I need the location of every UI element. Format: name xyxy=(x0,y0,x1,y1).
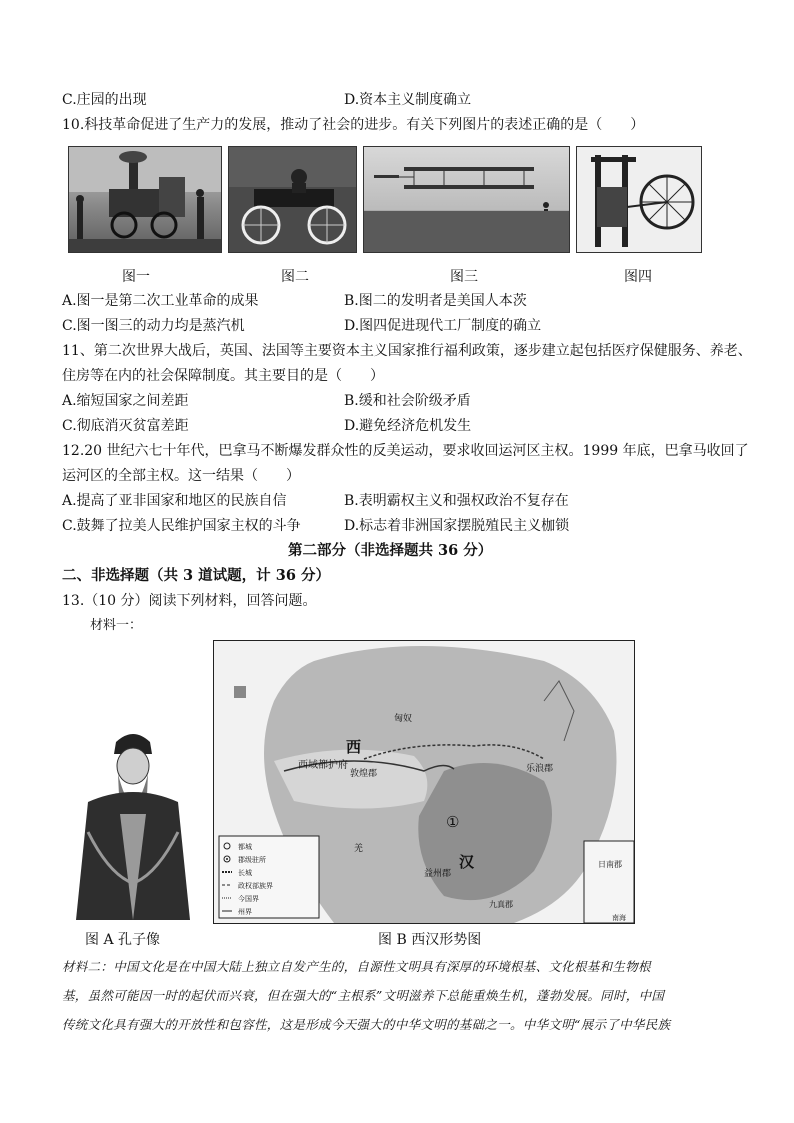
figure-4-textile-machine xyxy=(576,146,702,253)
figure-a-confucius-portrait xyxy=(68,722,198,922)
q11-option-a: A.缩短国家之间差距 xyxy=(62,393,189,409)
q11-option-c: C.彻底消灭贫富差距 xyxy=(62,418,189,434)
q9-option-d: D.资本主义制度确立 xyxy=(344,92,472,108)
figure-b-caption: 图 B 西汉形势图 xyxy=(378,932,482,948)
figure-3-wright-airplane xyxy=(363,146,570,253)
q11-option-d: D.避免经济危机发生 xyxy=(344,418,472,434)
map-label-xiongnu: 匈奴 xyxy=(394,714,413,724)
map-legend xyxy=(238,841,273,919)
map-label-qiang: 羌 xyxy=(354,844,364,854)
figure-b-western-han-map xyxy=(213,640,635,924)
legend-item: 郡级驻所 xyxy=(238,856,266,864)
map-label-xiyu: 西域都护府 xyxy=(298,760,348,771)
q9-option-c: C.庄园的出现 xyxy=(62,92,147,108)
map-label-rinan: 日南郡 xyxy=(598,860,622,869)
map-label-nanhai: 南海 xyxy=(612,914,626,922)
q10-option-b: B.图二的发明者是美国人本茨 xyxy=(344,293,527,309)
figure-1-steam-locomotive xyxy=(68,146,222,253)
map-label-yizhou: 益州郡 xyxy=(424,869,452,879)
q12-option-a: A.提高了亚非国家和地区的民族自信 xyxy=(62,493,287,509)
figure-2-caption: 图二 xyxy=(281,269,309,285)
legend-item: 今国界 xyxy=(238,895,259,903)
q11-stem-line1: 11、第二次世界大战后，英国、法国等主要资本主义国家推行福利政策，逐步建立起包括医疗保健服务、养老、 xyxy=(62,343,752,359)
figure-4-caption: 图四 xyxy=(624,269,652,285)
material1-label: 材料一： xyxy=(90,618,143,633)
figure-a-caption: 图 A 孔子像 xyxy=(85,932,161,948)
q11-option-b: B.缓和社会阶级矛盾 xyxy=(344,393,471,409)
legend-item: 州界 xyxy=(238,908,252,916)
legend-item: 政权部族界 xyxy=(238,882,273,890)
map-label-lelang: 乐浪郡 xyxy=(526,764,554,774)
legend-item: 长城 xyxy=(238,869,252,877)
material2-text xyxy=(62,952,722,1039)
q10-stem: 10.科技革命促进了生产力的发展，推动了社会的进步。有关下列图片的表述正确的是（ ） xyxy=(62,117,645,133)
q10-option-a: A.图一是第二次工业革命的成果 xyxy=(62,293,259,309)
legend-item: 都城 xyxy=(238,843,252,851)
q10-option-c: C.图一图三的动力均是蒸汽机 xyxy=(62,318,245,334)
q12-option-c: C.鼓舞了拉美人民维护国家主权的斗争 xyxy=(62,518,301,534)
map-label-jiuzhen: 九真郡 xyxy=(489,900,513,909)
q13-stem: 13.（10 分）阅读下列材料，回答问题。 xyxy=(62,593,317,609)
q12-stem-line2: 运河区的全部主权。这一结果（ ） xyxy=(62,468,300,484)
q12-stem-line1: 12.20 世纪六七十年代，巴拿马不断爆发群众性的反美运动，要求收回运河区主权。1999 年底，巴拿马收回了 xyxy=(62,443,749,459)
map-label-han: 汉 xyxy=(459,853,475,871)
section2-title: 二、非选择题（共 3 道试题，计 36 分） xyxy=(62,567,330,584)
q12-option-b: B.表明霸权主义和强权政治不复存在 xyxy=(344,493,569,509)
q12-option-d: D.标志着非洲国家摆脱殖民主义枷锁 xyxy=(344,518,570,534)
figure-1-caption: 图一 xyxy=(122,269,150,285)
q10-option-d: D.图四促进现代工厂制度的确立 xyxy=(344,318,542,334)
map-label-xi: 西 xyxy=(346,738,362,756)
material2-line: 基，虽然可能因一时的起伏而兴衰，但在强大的“主根系”文明滋养下总能重焕生机，蓬勃发展。同时，中国 xyxy=(62,988,665,1003)
material2-line: 材料二：中国文化是在中国大陆上独立自发产生的，自源性文明具有深厚的环境根基、文化根基和生物根 xyxy=(62,959,651,974)
map-label-circle1: ① xyxy=(446,813,460,831)
q11-stem-line2: 住房等在内的社会保障制度。其主要目的是（ ） xyxy=(62,368,384,384)
part2-title: 第二部分（非选择题共 36 分） xyxy=(288,542,493,559)
figure-2-early-automobile xyxy=(228,146,357,253)
material2-line: 传统文化具有强大的开放性和包容性，这是形成今天强大的中华文明的基础之一。中华文明“展示了中华民族 xyxy=(62,1017,671,1032)
figure-3-caption: 图三 xyxy=(450,269,478,285)
map-label-dunhuang: 敦煌郡 xyxy=(350,769,378,779)
